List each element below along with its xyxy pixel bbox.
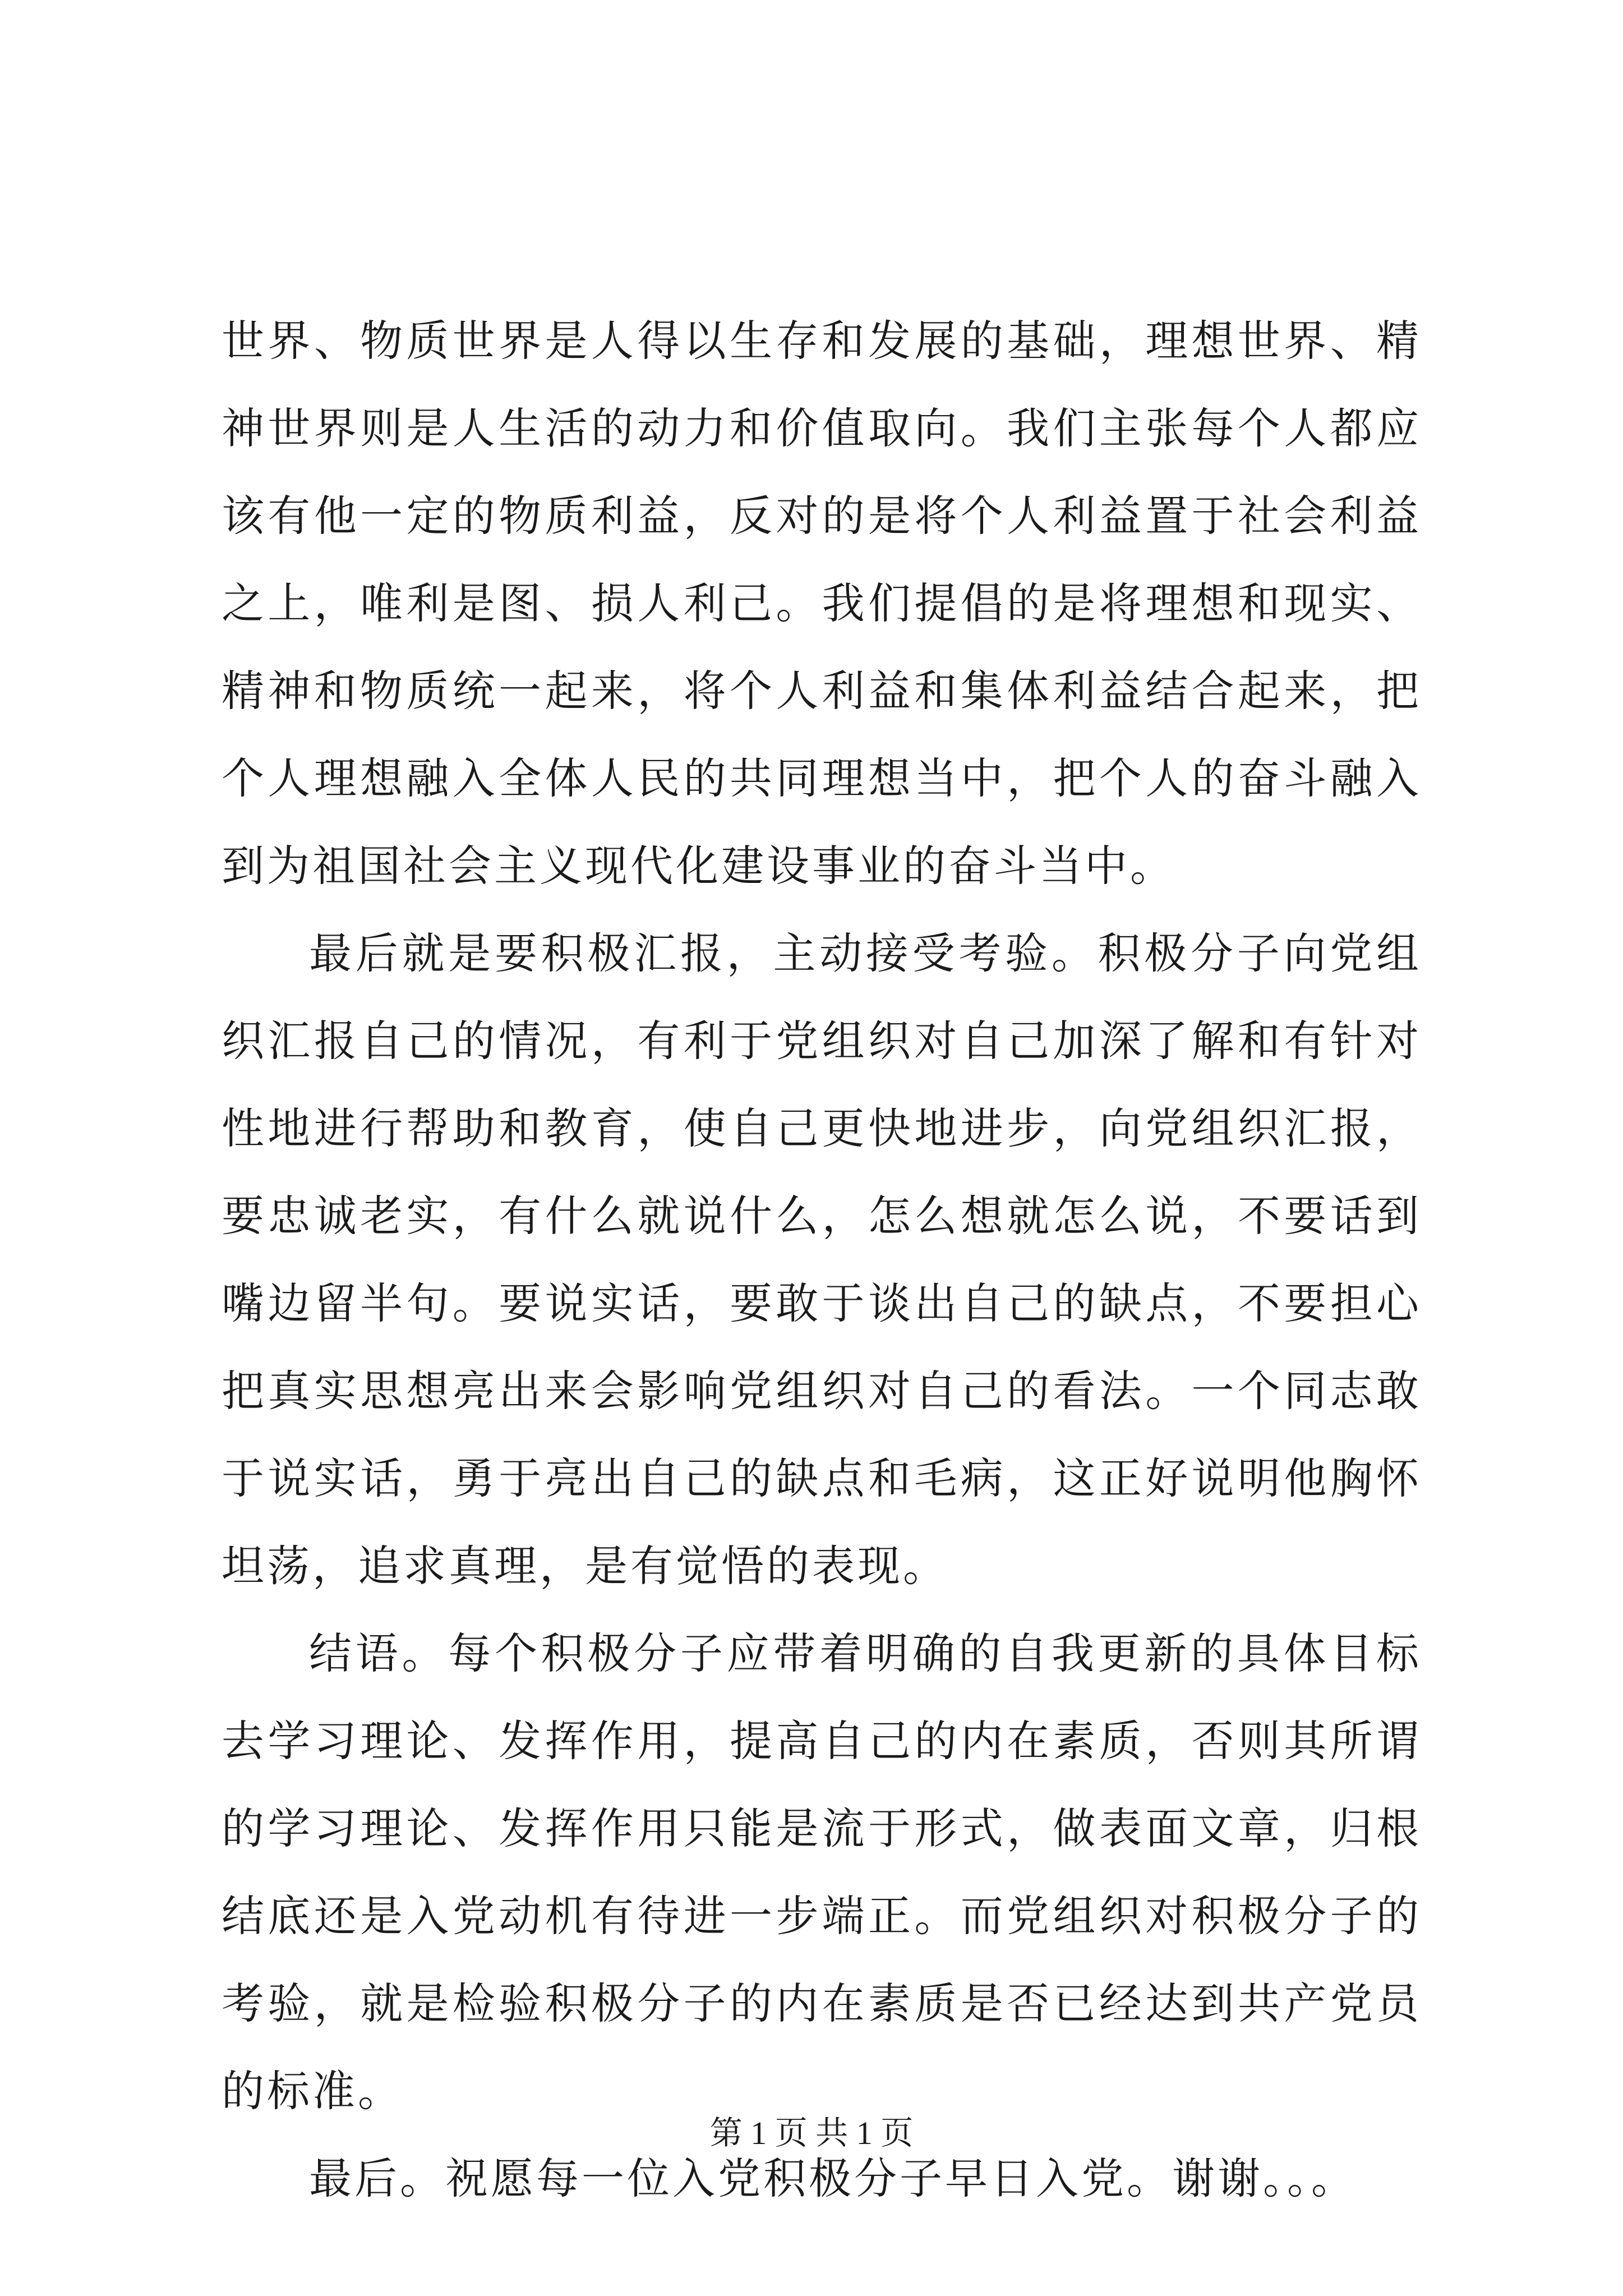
page-footer: 第 1 页 共 1 页: [709, 2115, 914, 2151]
paragraph-continued: 世界、物质世界是人得以生存和发展的基础，理想世界、精神世界则是人生活的动力和价值取向。我们主张每个人都应该有他一定的物质利益，反对的是将个人利益置于社会利益之上，唯利是图、损人利己。我们提倡的是将理想和现实、精神和物质统一起来，将个人利益和集体利益结合起来，把个人理想融入全体人民的共同理想当中，把个人的奋斗融入到为祖国社会主义现代化建设事业的奋斗当中。: [222, 316, 1422, 891]
document-body: [222, 297, 1422, 2223]
paragraph-closing: 最后。祝愿每一位入党积极分子早日入党。谢谢。。。: [309, 2154, 1357, 2203]
paragraph-conclusion: 结语。每个积极分子应带着明确的自我更新的具体目标去学习理论、发挥作用，提高自己的内在素质，否则其所谓的学习理论、发挥作用只能是流于形式，做表面文章，归根结底还是入党动机有待进一步端正。而党组织对积极分子的考验，就是检验积极分子的内在素质是否已经达到共产党员的标准。: [222, 1628, 1422, 2116]
paragraph-report: 最后就是要积极汇报，主动接受考验。积极分子向党组织汇报自己的情况，有利于党组织对自己加深了解和有针对性地进行帮助和教育，使自己更快地进步，向党组织汇报，要忠诚老实，有什么就说什么，怎么想就怎么说，不要话到嘴边留半句。要说实话，要敢于谈出自己的缺点，不要担心把真实思想亮出来会影响党组织对自己的看法。一个同志敢于说实话，勇于亮出自己的缺点和毛病，这正好说明他胸怀坦荡，追求真理，是有觉悟的表现。: [222, 928, 1422, 1591]
